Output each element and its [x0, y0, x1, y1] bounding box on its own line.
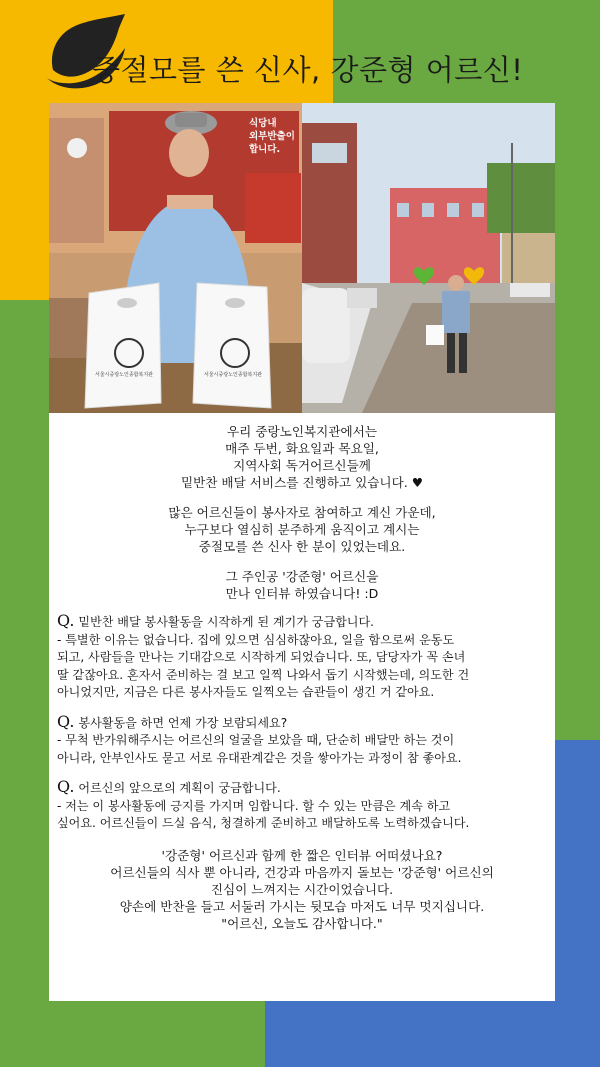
- page-title: 중절모를 쓴 신사, 강준형 어르신!: [92, 53, 524, 87]
- paragraph-line: 많은 어르신들이 봉사자로 참여하고 계신 가운데,: [168, 505, 436, 520]
- answer-line: 싶어요. 어르신들이 드실 음식, 청결하게 준비하고 배달하도록 노력하겠습니다.: [57, 816, 470, 830]
- intro-line: 우리 중랑노인복지관에서는: [227, 424, 377, 439]
- outro-line: 어르신들의 식사 뿐 아니라, 건강과 마음까지 돌보는 '강준형' 어르신의: [110, 864, 494, 880]
- answer-line: 되고, 사람들을 만나는 기대감으로 시작하게 되었습니다. 또, 담당자가 꼭 손녀: [57, 650, 466, 664]
- question-line: [57, 612, 547, 632]
- question-mark-label: Q.: [57, 777, 75, 796]
- interview-intro-paragraph: [57, 568, 547, 602]
- outro-line: 양손에 반찬을 들고 서둘러 가시는 뒷모습 마저도 너무 멋지십니다.: [119, 898, 485, 914]
- question-line: [57, 713, 547, 733]
- photo-street-walking: [302, 103, 555, 413]
- outro-paragraph: [57, 847, 547, 932]
- qa-block-3: [57, 778, 547, 833]
- question-mark-label: Q.: [57, 711, 75, 731]
- intro-line: 매주 두번, 화요일과 목요일,: [225, 441, 379, 456]
- answer-line: 아니었지만, 지금은 다른 봉사자들도 일찍오는 습관들이 생긴 거 같아요.: [57, 685, 435, 699]
- sign-line-2: 외부반출이: [249, 131, 295, 142]
- paragraph-line: 만나 인터뷰 하였습니다! :D: [225, 586, 379, 601]
- volunteers-paragraph: [57, 504, 547, 555]
- answer-line: - 무척 반가워해주시는 어르신의 얼굴을 보았을 때, 단순히 배달만 하는 것이: [57, 733, 455, 747]
- qa-block-2: [57, 713, 547, 768]
- answer-line: 아니라, 안부인사도 묻고 서로 유대관계같은 것을 쌓아가는 과정이 참 좋아요.: [57, 750, 462, 765]
- paragraph-line: 그 주인공 '강준형' 어르신을: [225, 569, 379, 584]
- bag-label-right: 서울시중랑노인종합복지관: [204, 372, 262, 378]
- sign-line-1: 식당내: [249, 118, 277, 129]
- article-content: [49, 413, 555, 945]
- article-card: [49, 103, 555, 1001]
- sign-line-3: 합니다.: [249, 144, 281, 155]
- bag-label-left: 서울시중랑노인종합복지관: [95, 372, 153, 378]
- question-text: 밑반찬 배달 봉사활동을 시작하게 된 계기가 궁금합니다.: [78, 615, 375, 629]
- outro-line: '강준형' 어르신과 함께 한 짧은 인터뷰 어떠셨나요?: [161, 847, 443, 863]
- intro-line: 지역사회 독거어르신들께: [233, 458, 371, 473]
- intro-paragraph: [57, 423, 547, 491]
- question-mark-label: Q.: [57, 611, 75, 630]
- qa-block-1: [57, 612, 547, 702]
- paragraph-line: 중절모를 쓴 신사 한 분이 있었는데요.: [198, 539, 406, 554]
- photo-collage: [49, 103, 555, 413]
- paragraph-line: 누구보다 열심히 분주하게 움직이고 계시는: [184, 522, 420, 537]
- photo-volunteer-portrait: [49, 103, 302, 413]
- outro-line: "어르신, 오늘도 감사합니다.": [221, 915, 383, 931]
- street-illustration: [302, 103, 555, 413]
- question-text: 어르신의 앞으로의 계획이 궁금합니다.: [78, 781, 281, 795]
- question-line: [57, 778, 547, 798]
- intro-line: 밑반찬 배달 서비스를 진행하고 있습니다. ♥: [180, 475, 424, 490]
- answer-line: - 저는 이 봉사활동에 긍지를 가지며 임합니다. 할 수 있는 만큼은 계속 하고: [57, 798, 451, 813]
- outro-line: 진심이 느껴지는 시간이었습니다.: [210, 881, 394, 897]
- answer-line: - 특별한 이유는 없습니다. 집에 있으면 심심하잖아요, 일을 함으로써 운동도: [57, 632, 455, 647]
- sign-text: [249, 117, 301, 156]
- answer-line: 딸 같잖아요. 혼자서 준비하는 걸 보고 일찍 나와서 돕기 시작했는데, 의도한 건: [57, 667, 470, 682]
- question-text: 봉사활동을 하면 언제 가장 보람되세요?: [78, 715, 288, 730]
